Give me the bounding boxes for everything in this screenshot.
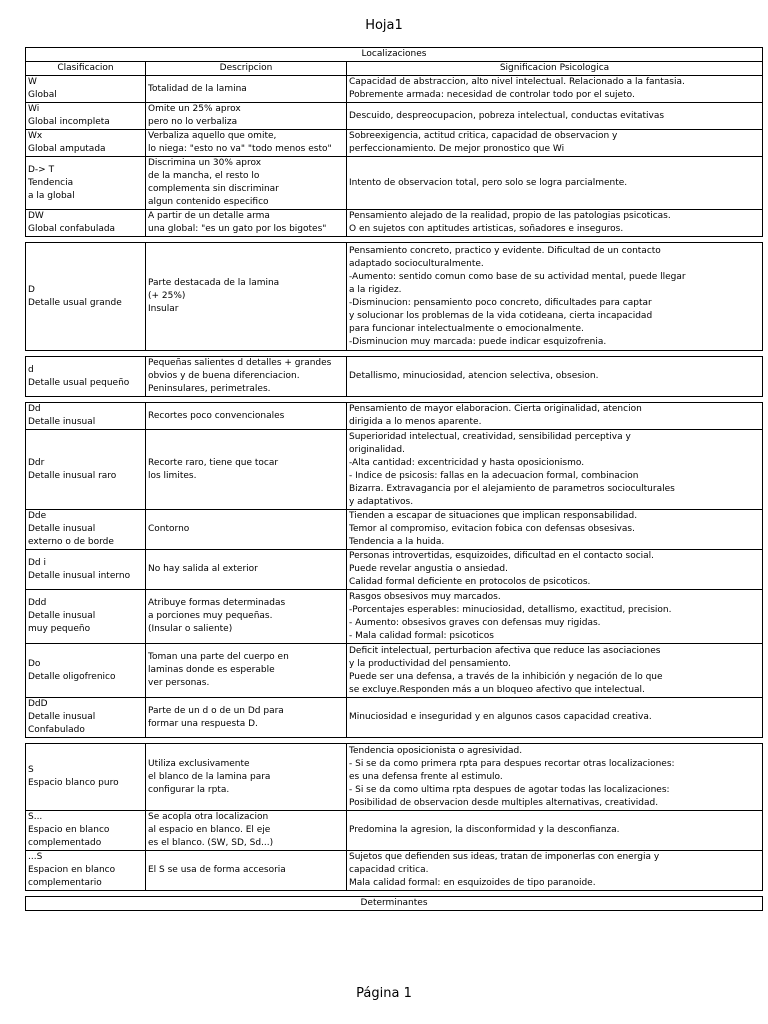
descripcion-cell: Utiliza exclusivamente el blanco de la lamina para configurar la rpta. [146,744,347,811]
determinantes-label: Determinantes [26,897,763,911]
descripcion-cell: Recorte raro, tiene que tocar los limites. [146,430,347,510]
header-clasificacion: Clasificacion [26,62,146,76]
descripcion-cell: Discrimina un 30% aprox de la mancha, el resto lo complementa sin discriminar algun contenido especifico [146,157,347,210]
clasificacion-cell: S Espacio blanco puro [26,744,146,811]
significacion-cell: Personas introvertidas, esquizoides, dificultad en el contacto social. Puede revelar angustia o ansiedad. Calidad formal deficiente en protocolos de psicoticos. [347,550,763,590]
header-significacion: Significacion Psicologica [347,62,763,76]
significacion-cell: Deficit intelectual, perturbacion afectiva que reduce las asociaciones y la productividad del pensamiento. Puede ser una defensa, a través de la inhibición y negación de lo que se excluye.Responden más a un bloqueo afectivo que intelectual. [347,644,763,698]
descripcion-cell: Parte de un d o de un Dd para formar una respuesta D. [146,698,347,738]
significacion-cell: Pensamiento alejado de la realidad, propio de las patologias psicoticas. O en sujetos con aptitudes artisticas, soñadores e inseguros. [347,210,763,237]
clasificacion-cell: Dde Detalle inusual externo o de borde [26,510,146,550]
table-row [26,698,763,738]
clasificacion-cell: D Detalle usual grande [26,243,146,351]
significacion-cell: Pensamiento de mayor elaboracion. Cierta originalidad, atencion dirigida a lo menos aparente. [347,403,763,430]
descripcion-cell: Atribuye formas determinadas a porciones muy pequeñas. (Insular o saliente) [146,590,347,644]
significacion-cell: Sujetos que defienden sus ideas, tratan de imponerlas con energia y capacidad critica. Mala calidad formal: en esquizoides de tipo paranoide. [347,851,763,891]
table-row [26,76,763,103]
table-row [26,210,763,237]
clasificacion-cell: Wx Global amputada [26,130,146,157]
descripcion-cell: No hay salida al exterior [146,550,347,590]
significacion-cell: Capacidad de abstraccion, alto nivel intelectual. Relacionado a la fantasia. Pobremente armada: necesidad de controlar todo por el sujeto. [347,76,763,103]
table-row [26,357,763,397]
table-title: Localizaciones [26,48,763,62]
clasificacion-cell: DW Global confabulada [26,210,146,237]
clasificacion-cell: W Global [26,76,146,103]
descripcion-cell: Verbaliza aquello que omite, lo niega: "esto no va" "todo menos esto" [146,130,347,157]
localizaciones-table [25,47,763,911]
page-footer: Página 1 [356,986,412,1001]
table-row [26,243,763,351]
descripcion-cell: Contorno [146,510,347,550]
table-row [26,510,763,550]
descripcion-cell: Se acopla otra localizacion al espacio en blanco. El eje es el blanco. (SW, SD, Sd...) [146,811,347,851]
significacion-cell: Detallismo, minuciosidad, atencion selectiva, obsesion. [347,357,763,397]
table-row [26,851,763,891]
descripcion-cell: Parte destacada de la lamina (+ 25%) Insular [146,243,347,351]
descripcion-cell: Pequeñas salientes d detalles + grandes obvios y de buena diferenciacion. Peninsulares, perimetrales. [146,357,347,397]
determinantes-row [26,897,763,911]
table-row [26,430,763,510]
header-descripcion: Descripcion [146,62,347,76]
table-row [26,811,763,851]
significacion-cell: Minuciosidad e inseguridad y en algunos casos capacidad creativa. [347,698,763,738]
table-row [26,157,763,210]
significacion-cell: Tienden a escapar de situaciones que implican responsabilidad. Temor al compromiso, evitacion fobica con defensas obsesivas. Tendencia a la huida. [347,510,763,550]
descripcion-cell: Totalidad de la lamina [146,76,347,103]
localizaciones-sheet [25,47,762,911]
descripcion-cell: Recortes poco convencionales [146,403,347,430]
significacion-cell: Intento de observacion total, pero solo se logra parcialmente. [347,157,763,210]
significacion-cell: Pensamiento concreto, practico y evidente. Dificultad de un contacto adaptado socioculturalmente. -Aumento: sentido comun como base de su actividad mental, puede llegar a la rigidez. -Disminucion: pensamiento poco concreto, dificultades para captar y solucionar los problemas de la vida cotideana, cierta incapacidad para funcionar intelectualmente o emocionalmente. -Disminucion muy marcada: puede indicar esquizofrenia. [347,243,763,351]
descripcion-cell: Omite un 25% aprox pero no lo verbaliza [146,103,347,130]
clasificacion-cell: Do Detalle oligofrenico [26,644,146,698]
header-row [26,62,763,76]
table-row [26,103,763,130]
descripcion-cell: A partir de un detalle arma una global: "es un gato por los bigotes" [146,210,347,237]
significacion-cell: Sobreexigencia, actitud critica, capacidad de observacion y perfeccionamiento. De mejor pronostico que Wi [347,130,763,157]
significacion-cell: Rasgos obsesivos muy marcados. -Porcentajes esperables: minuciosidad, detallismo, exactitud, precision. - Aumento: obsesivos graves con defensas muy rigidas. - Mala calidad formal: psicoticos [347,590,763,644]
table-title-row [26,48,763,62]
clasificacion-cell: Dd i Detalle inusual interno [26,550,146,590]
significacion-cell: Predomina la agresion, la disconformidad y la desconfianza. [347,811,763,851]
table-row [26,130,763,157]
significacion-cell: Tendencia oposicionista o agresividad. - Si se da como primera rpta para despues recortar otras localizaciones: es una defensa frente al estimulo. - Si se da como ultima rpta despues de agotar todas las localizaciones: Posibilidad de observacion desde multiples alternativas, creatividad. [347,744,763,811]
significacion-cell: Descuido, despreocupacion, pobreza intelectual, conductas evitativas [347,103,763,130]
clasificacion-cell: Wi Global incompleta [26,103,146,130]
clasificacion-cell: Ddd Detalle inusual muy pequeño [26,590,146,644]
descripcion-cell: El S se usa de forma accesoria [146,851,347,891]
significacion-cell: Superioridad intelectual, creatividad, sensibilidad perceptiva y originalidad. -Alta cantidad: excentricidad y hasta oposicionismo. - Indice de psicosis: fallas en la adecuacion formal, combinacion Bizarra. Extravagancia por el alejamiento de parametros socioculturales y adaptativos. [347,430,763,510]
clasificacion-cell: S... Espacio en blanco complementado [26,811,146,851]
page-title: Hoja1 [365,18,403,33]
clasificacion-cell: Ddr Detalle inusual raro [26,430,146,510]
clasificacion-cell: D-> T Tendencia a la global [26,157,146,210]
clasificacion-cell: Dd Detalle inusual [26,403,146,430]
table-row [26,403,763,430]
table-row [26,550,763,590]
descripcion-cell: Toman una parte del cuerpo en laminas donde es esperable ver personas. [146,644,347,698]
table-row [26,644,763,698]
clasificacion-cell: DdD Detalle inusual Confabulado [26,698,146,738]
clasificacion-cell: d Detalle usual pequeño [26,357,146,397]
clasificacion-cell: ...S Espacion en blanco complementario [26,851,146,891]
table-row [26,744,763,811]
table-row [26,590,763,644]
